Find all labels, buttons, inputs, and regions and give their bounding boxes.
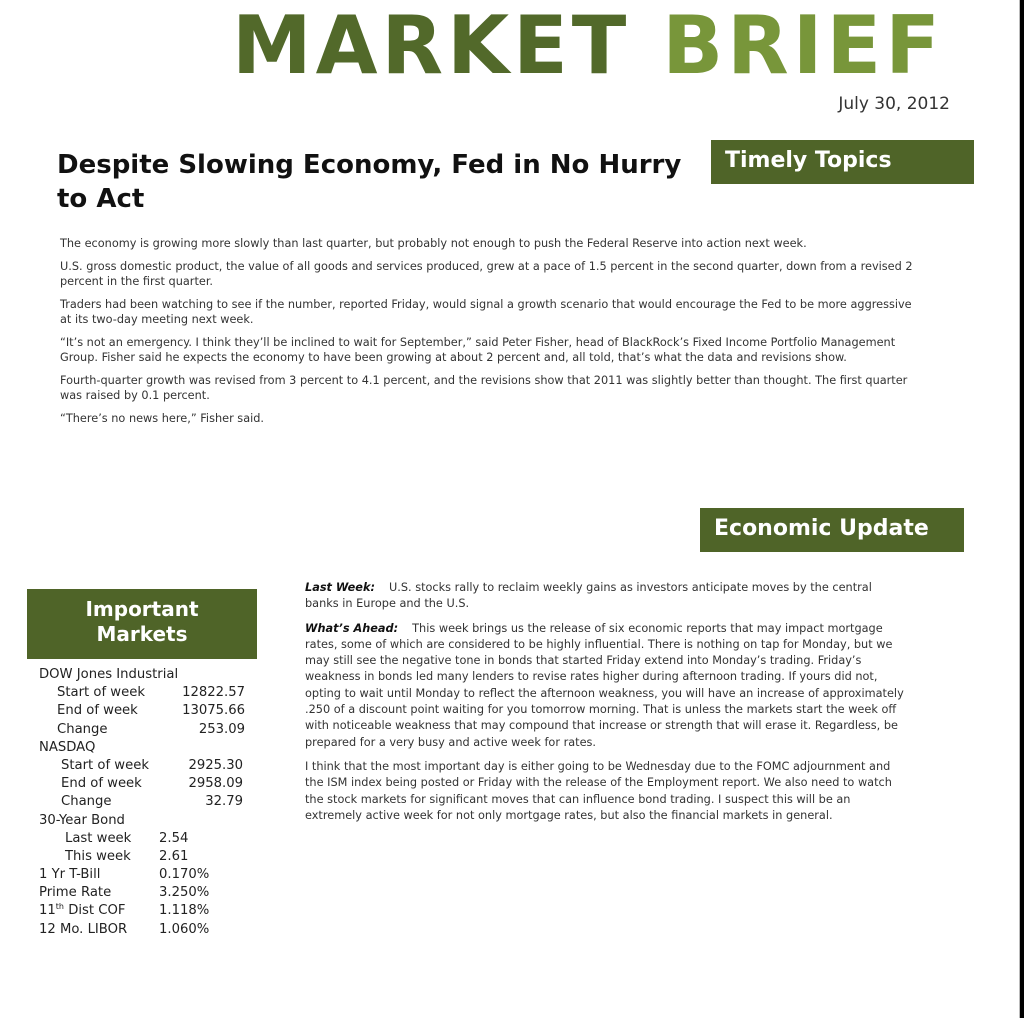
- last-week-text: U.S. stocks rally to reclaim weekly gains as investors anticipate moves by the central banks in Europe and the U.S.: [305, 581, 872, 611]
- market-label: 1 Yr T-Bill: [39, 867, 101, 883]
- article-paragraph: Fourth-quarter growth was revised from 3 percent to 4.1 percent, and the revisions show that 2011 was slightly better than thought. The first quarter was raised by 0.1 percent.: [60, 374, 908, 402]
- market-group-dow: [39, 666, 269, 684]
- last-week-paragraph: [305, 580, 905, 613]
- market-row: [39, 830, 269, 848]
- market-label: 12 Mo. LIBOR: [39, 921, 128, 937]
- economic-update-banner: Economic Update: [700, 508, 964, 552]
- market-value: 1.118%: [159, 903, 210, 919]
- market-row: [39, 721, 269, 739]
- market-value: 2925.30: [188, 757, 243, 773]
- market-value: 1.060%: [159, 921, 210, 937]
- market-row: [39, 757, 269, 775]
- whats-ahead-label: What’s Ahead:: [305, 621, 399, 635]
- market-label: Start of week: [57, 685, 145, 701]
- economic-update-body: [305, 580, 905, 832]
- article-body: [60, 236, 920, 434]
- market-value: 2958.09: [188, 776, 243, 792]
- market-label: This week: [65, 848, 131, 864]
- masthead-title: [232, 0, 944, 92]
- issue-date: July 30, 2012: [838, 94, 950, 114]
- article-paragraph: Traders had been watching to see if the number, reported Friday, would signal a growth scenario that would encourage the Fed to be more aggressive at its two-day meeting next week.: [60, 298, 912, 326]
- last-week-label: Last Week:: [305, 581, 375, 594]
- market-label: NASDAQ: [39, 739, 96, 755]
- market-group-bond: [39, 812, 269, 830]
- market-label: Prime Rate: [39, 885, 112, 901]
- whats-ahead-text: This week brings us the release of six economic reports that may impact mortgage rates, some of which are considered to be highly influential. There is nothing on tap for Monday, but we may still see the negative tone in bonds that started Friday extend into Monday’s trading. Friday’s weakness in bonds led many lenders to revise rates higher during afternoon trading. If yours did not, opting to wait until Monday to reflect the afternoon weakness, you will have an increase of approximately .250 of a discount point waiting for you tomorrow morning. That is unless the markets start the week off with noticeable weakness that may compound that increase or strength that will erase it. Regardless, be prepared for a very busy and active week for rates.: [305, 621, 904, 749]
- important-markets-title-line1: Important: [85, 597, 199, 621]
- market-value: 13075.66: [182, 703, 245, 719]
- market-row: [39, 793, 269, 811]
- market-label: End of week: [61, 776, 142, 792]
- whats-ahead-paragraph: [305, 621, 905, 751]
- important-markets-title-line2: Markets: [96, 622, 188, 646]
- market-row: [39, 921, 269, 939]
- market-label-rest: Dist COF: [64, 903, 126, 919]
- timely-topics-banner: Timely Topics: [711, 140, 974, 184]
- market-row: [39, 702, 269, 720]
- market-row: [39, 902, 269, 920]
- market-label: [39, 902, 125, 920]
- important-markets-banner: [27, 589, 257, 659]
- article-paragraph: “There’s no news here,” Fisher said.: [60, 412, 265, 425]
- market-label: Last week: [65, 830, 132, 846]
- market-value: 32.79: [205, 794, 243, 810]
- market-row: [39, 884, 269, 902]
- closing-paragraph: I think that the most important day is either going to be Wednesday due to the FOMC adjournment and the ISM index being posted or Friday with the release of the Employment report. We also need to watch the stock markets for significant moves that can influence bond trading. I suspect this will be an extremely active week for not only mortgage rates, but also the financial markets in general.: [305, 759, 892, 822]
- market-value: 2.54: [159, 830, 189, 846]
- page-edge: [1020, 0, 1024, 1018]
- markets-table: [39, 666, 269, 939]
- market-label: DOW Jones Industrial: [39, 667, 179, 682]
- market-label: End of week: [57, 703, 138, 719]
- market-value: 0.170%: [159, 867, 210, 883]
- masthead-word-market: MARKET: [232, 0, 631, 92]
- masthead-word-brief: BRIEF: [662, 0, 944, 92]
- market-label-superscript: th: [55, 902, 64, 912]
- market-value: 253.09: [198, 721, 245, 737]
- market-label-number: 11: [39, 903, 56, 919]
- market-label: Start of week: [61, 757, 149, 773]
- market-value: 2.61: [159, 848, 189, 864]
- article-paragraph: U.S. gross domestic product, the value of all goods and services produced, grew at a pace of 1.5 percent in the second quarter, down from a revised 2 percent in the first quarter.: [60, 260, 913, 288]
- market-group-nasdaq: [39, 739, 269, 757]
- article-paragraph: The economy is growing more slowly than last quarter, but probably not enough to push the Federal Reserve into action next week.: [60, 237, 807, 250]
- market-row: [39, 848, 269, 866]
- article-headline: Despite Slowing Economy, Fed in No Hurry to Act: [57, 150, 682, 214]
- market-value: 12822.57: [182, 685, 245, 701]
- market-value: 3.250%: [159, 885, 210, 901]
- market-label: 30-Year Bond: [39, 812, 125, 828]
- article-paragraph: “It’s not an emergency. I think they’ll be inclined to wait for September,” said Peter Fisher, head of BlackRock’s Fixed Income Portfolio Management Group. Fisher said he expects the economy to have been growing at about 2 percent and, all told, that’s what the data and revisions show.: [60, 336, 896, 364]
- market-label: Change: [61, 794, 112, 810]
- market-row: [39, 866, 269, 884]
- market-row: [39, 775, 269, 793]
- market-label: Change: [57, 721, 108, 737]
- market-row: [39, 684, 269, 702]
